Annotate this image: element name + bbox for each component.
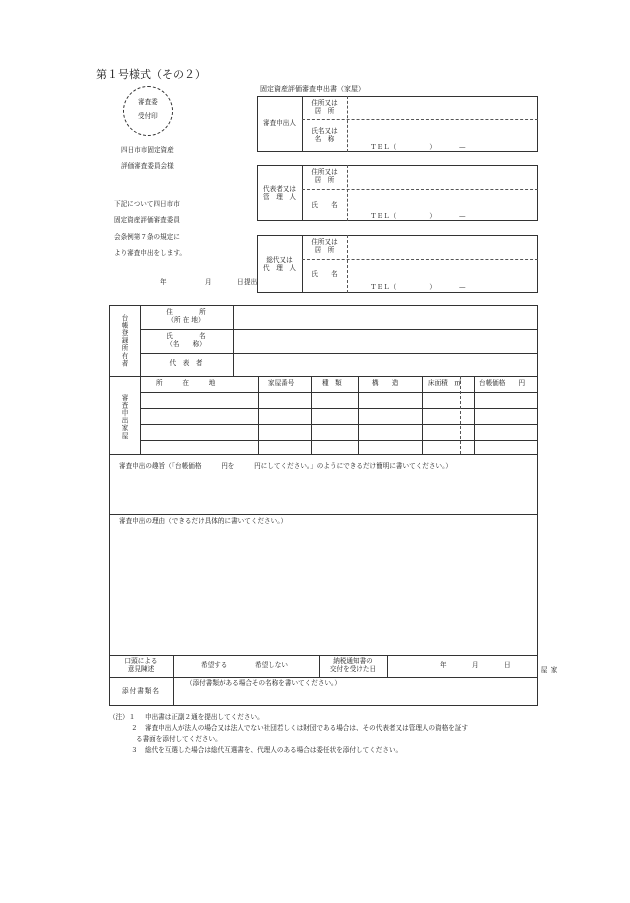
oral-statement-label: 口頭による 意見陳述	[124, 657, 158, 673]
date-submit-label: 提出	[244, 278, 258, 286]
owner-address-field[interactable]	[234, 306, 537, 328]
owner-name-label: 氏 名 （名 称）	[166, 332, 206, 348]
intro-line-4: より審査申出をします。	[114, 249, 187, 257]
stamp-label-2: 受付印	[138, 112, 158, 120]
attachment-field[interactable]	[174, 690, 537, 705]
note-2: 審査申出人が法人の場合又は法人でない社団若しくは財団である場合は、その代表者又は管理人の資格を証す	[145, 724, 469, 732]
representative-name-field[interactable]	[348, 190, 537, 212]
date-month-label: 月	[205, 278, 212, 286]
addressee-line-1: 四日市市固定資産	[121, 146, 174, 154]
attachment-instruction: （添付書類がある場合その名称を書いてください。）	[186, 679, 341, 687]
representative-address-label: 住所又は 居 所	[311, 168, 338, 184]
purpose-label: 審査申出の趣旨（「台帳価格 円を 円にしてください。」のようにできるだけ簡明に書いてください。）	[119, 462, 452, 470]
date-day-label: 日	[237, 278, 244, 286]
note-1: 申出書は正副２通を提出してください。	[145, 713, 264, 721]
representative-tel: ＴＥＬ（ ） —	[370, 212, 466, 220]
date-year-label: 年	[160, 278, 167, 286]
form-title: 固定資産評価審査申出書（家屋）	[260, 85, 365, 93]
note-3: 総代を互選した場合は総代互選書を、代理人のある場合は委任状を添付してください。	[145, 746, 403, 754]
addressee-line-2: 評価審査委員会様	[121, 162, 174, 170]
purpose-field[interactable]	[110, 474, 537, 513]
notice-year-label: 年	[440, 661, 447, 669]
owner-address-label: 住 所 （所 在 地）	[166, 308, 206, 324]
owner-rep-label: 代 表 者	[169, 359, 203, 367]
applicant-name-label: 氏名又は 名 称	[311, 127, 338, 143]
owner-name-field[interactable]	[234, 330, 537, 352]
note-2-cont: る書面を添付してください。	[136, 735, 222, 743]
agent-name-label: 氏 名	[311, 270, 338, 278]
note-2-number: ２	[131, 724, 138, 732]
applicant-tel: ＴＥＬ（ ） —	[370, 143, 466, 151]
intro-line-3: 会条例第７条の規定に	[114, 233, 180, 241]
agent-name-field[interactable]	[348, 260, 537, 282]
intro-line-1: 下記について四日市市	[114, 200, 180, 208]
col-assessed-value: 台帳価格 円	[479, 379, 526, 387]
agent-tel: ＴＥＬ（ ） —	[370, 283, 466, 291]
agent-address-label: 住所又は 居 所	[311, 238, 338, 254]
form-number: 第１号様式（その２）	[96, 68, 206, 81]
col-floor-area: 床面積 ㎡	[428, 379, 461, 387]
col-house-number: 家屋番号	[268, 379, 295, 387]
reason-label: 審査申出の理由（できるだけ具体的に書いてください。）	[119, 517, 288, 525]
owner-section-label: 台帳登録所有者	[120, 314, 128, 368]
col-location: 所 在 地	[156, 379, 216, 387]
representative-name-label: 氏 名	[311, 201, 338, 209]
reason-field[interactable]	[110, 530, 537, 654]
note-3-number: ３	[131, 746, 138, 754]
reception-stamp-area	[123, 86, 173, 136]
agent-address-field[interactable]	[348, 236, 537, 258]
note-head: （注）１	[109, 713, 136, 721]
intro-line-2: 固定資産評価審査委員	[114, 216, 180, 224]
agent-label: 総代又は 代 理 人	[263, 256, 296, 272]
oral-option-no[interactable]: 希望しない	[255, 661, 288, 669]
oral-option-yes[interactable]: 希望する	[201, 661, 228, 669]
representative-address-field[interactable]	[348, 166, 537, 188]
attachment-label: 添付書類名	[122, 687, 160, 695]
applicant-label: 審査申出人	[263, 119, 296, 127]
notice-month-label: 月	[472, 661, 479, 669]
notice-day-label: 日	[504, 661, 511, 669]
col-structure: 構 造	[372, 379, 399, 387]
stamp-label-1: 審査委	[138, 98, 158, 106]
col-type: 種 類	[322, 379, 342, 387]
representative-label: 代表者又は 管 理 人	[263, 185, 296, 201]
owner-rep-field[interactable]	[234, 354, 537, 375]
side-label-house: 家屋	[539, 666, 557, 687]
applicant-name-field[interactable]	[348, 121, 537, 143]
notice-date-label: 納税通知書の 交付を受けた日	[329, 657, 377, 673]
house-section-label: 審査申出家屋	[120, 394, 128, 440]
applicant-address-label: 住所又は 居 所	[311, 99, 338, 115]
applicant-address-field[interactable]	[348, 97, 537, 118]
